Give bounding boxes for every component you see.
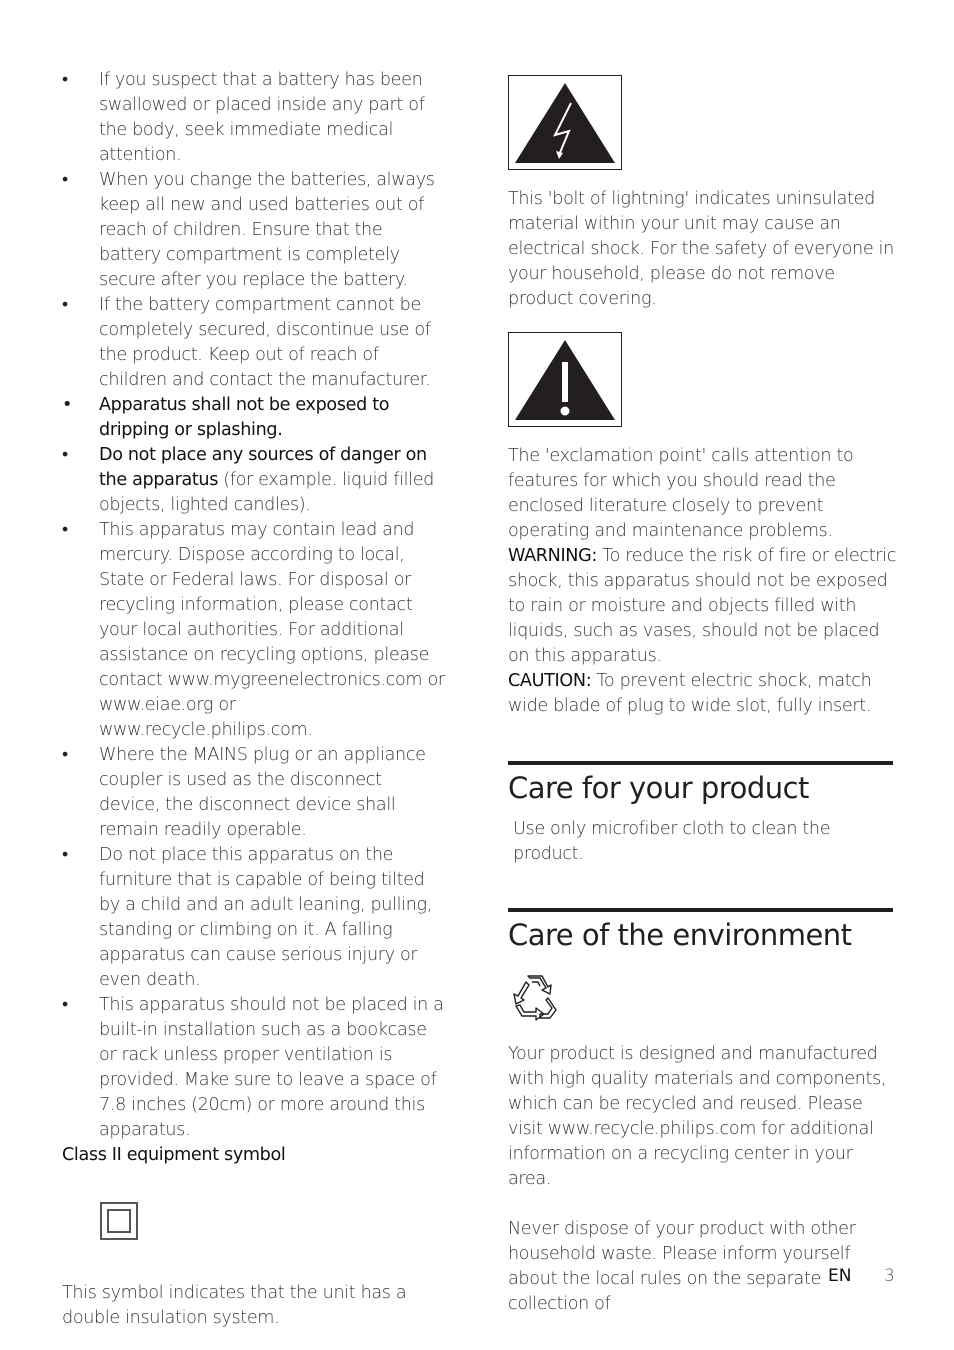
- list-item: • Apparatus shall not be exposed to dripping or splashing.: [62, 395, 390, 440]
- list-item: • Do not place any sources of danger on the apparatus (for example. liquid filled objects, lighted candles).: [62, 445, 434, 515]
- care-product-heading: Care for your product: [508, 771, 809, 805]
- warning-label: WARNING:: [508, 546, 597, 566]
- list-item: • When you change the batteries, always keep all new and used batteries out of reach of children. Ensure that the battery compartment is completely secure after you replace the battery.: [62, 170, 435, 290]
- list-item: • If you suspect that a battery has been swallowed or placed inside any part of the body, seek immediate medical attention.: [62, 70, 425, 165]
- recycle-icon: [510, 972, 900, 1026]
- caution-paragraph: CAUTION: To prevent electric shock, match wide blade of plug to wide slot, fully insert.: [508, 671, 872, 716]
- list-item: • This apparatus may contain lead and mercury. Dispose according to local, State or Federal laws. For disposal or recycling information, please contact your local authorities. For additional assistance on recycling options, please contact www.mygreenelectronics.com or www.eiae.org or www.recycle.philips.com.: [62, 520, 445, 740]
- environment-paragraph-1: Your product is designed and manufactured with high quality materials and components, which can be recycled and reused. Please visit www.recycle.philips.com for additional information on a recycling center in your area.: [508, 1044, 887, 1189]
- class2-double-square-icon: [100, 1202, 138, 1240]
- list-item: • Where the MAINS plug or an appliance coupler is used as the disconnect device, the disconnect device shall remain readily operable.: [62, 745, 426, 840]
- list-item: • If the battery compartment cannot be completely secured, discontinue use of the product. Keep out of reach of children and contact the manufacturer.: [62, 295, 431, 390]
- section-divider: [508, 908, 893, 912]
- class2-label: Class II equipment symbol: [62, 1145, 286, 1165]
- environment-paragraph-2: Never dispose of your product with other household waste. Please inform yourself about the local rules on the separate collection of: [508, 1219, 856, 1314]
- warning-paragraph: WARNING: To reduce the risk of fire or electric shock, this apparatus should not be exposed to rain or moisture and objects filled with liquids, such as vases, should not be placed on this apparatus.: [508, 546, 897, 666]
- list-item: • Do not place this apparatus on the furniture that is capable of being tilted by a child and an adult leaning, pulling, standing or climbing on it. A falling apparatus can cause serious injury or even death.: [62, 845, 432, 990]
- safety-bullet-list: [62, 68, 447, 1143]
- care-environment-heading: Care of the environment: [508, 918, 852, 952]
- left-column: [62, 68, 447, 1331]
- caution-label: CAUTION:: [508, 671, 592, 691]
- exclamation-warning-icon: [508, 332, 622, 427]
- lightning-warning-icon: [508, 75, 622, 170]
- list-item: • This apparatus should not be placed in a built-in installation such as a bookcase or rack unless proper ventilation is provided. Make sure to leave a space of 7.8 inches (20cm) or more around this apparatus.: [62, 995, 444, 1140]
- care-product-text: Use only microfiber cloth to clean the product.: [513, 819, 831, 864]
- right-column: [508, 75, 900, 1317]
- language-code: EN: [828, 1266, 852, 1286]
- exclamation-description: The 'exclamation point' calls attention to features for which you should read the enclosed literature closely to prevent operating and maintenance problems.: [508, 446, 854, 541]
- class2-description: This symbol indicates that the unit has a double insulation system.: [62, 1283, 407, 1328]
- section-divider: [508, 761, 893, 765]
- page-number: 3: [884, 1266, 895, 1286]
- lightning-description: This 'bolt of lightning' indicates uninsulated material within your unit may cause an electrical shock. For the safety of everyone in your household, please do not remove product covering.: [508, 189, 894, 309]
